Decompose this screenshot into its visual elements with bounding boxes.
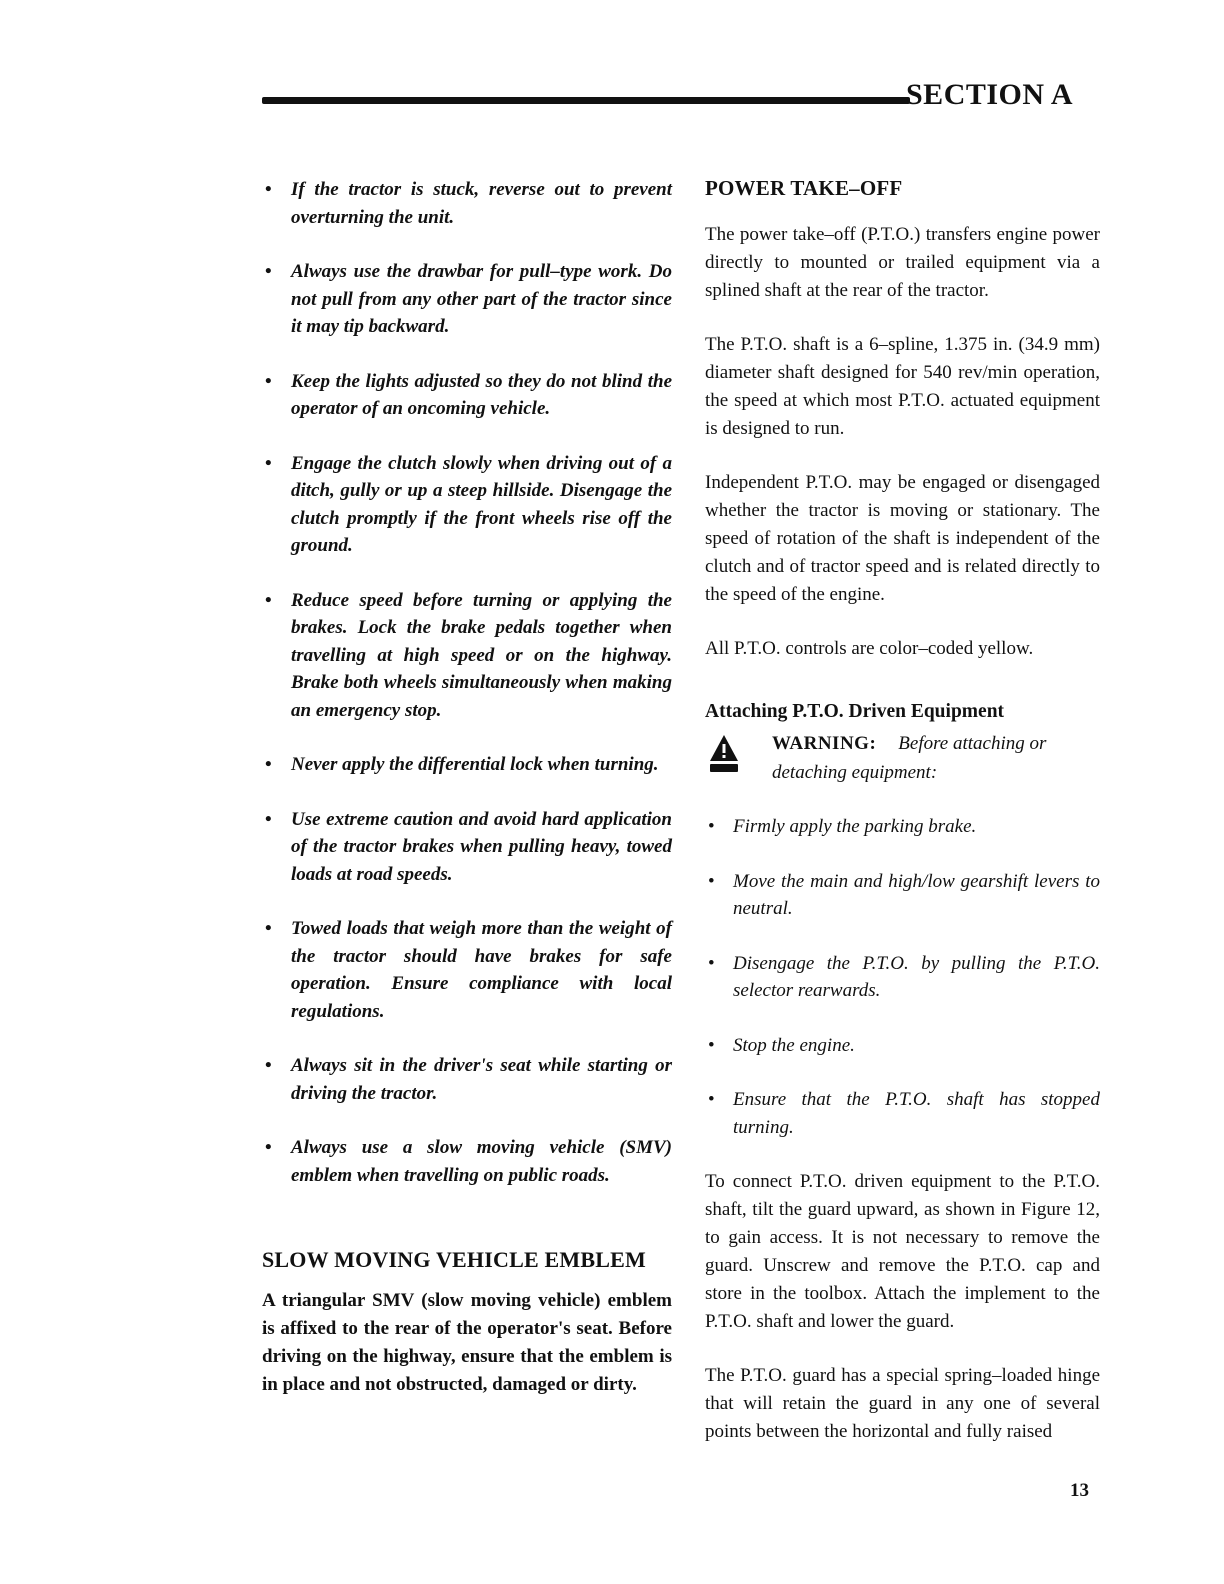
list-item-text: Towed loads that weigh more than the weight of the tractor should have brakes for safe operation. Ensure compliance with local regulations.	[291, 918, 672, 1022]
connect-paragraph: To connect P.T.O. driven equipment to the P.T.O. shaft, tilt the guard upward, as shown in Figure 12, to gain access. It is not necessary to remove the guard. Unscrew and remove the P.T.O. cap and store in the toolbox. Attach the implement to the P.T.O. shaft and lower the guard.	[705, 1171, 1100, 1332]
list-item-text: Always use a slow moving vehicle (SMV) emblem when travelling on public roads.	[291, 1137, 672, 1186]
paragraph: Independent P.T.O. may be engaged or disengaged whether the tractor is moving or stationary. The speed of rotation of the shaft is independent of the clutch and of tractor speed and is related directly to the speed of the engine.	[705, 472, 1100, 605]
warning-block	[705, 729, 1100, 787]
list-item-text: Engage the clutch slowly when driving out of a ditch, gully or up a steep hillside. Disengage the clutch promptly if the front wheels rise off the ground.	[291, 452, 672, 556]
list-item: • Always use the drawbar for pull–type work. Do not pull from any other part of the tractor since it may tip backward.	[265, 261, 672, 337]
list-item: • Always sit in the driver's seat while starting or driving the tractor.	[265, 1055, 672, 1104]
smv-heading: SLOW MOVING VEHICLE EMBLEM	[262, 1247, 646, 1272]
paragraph: The power take–off (P.T.O.) transfers engine power directly to mounted or trailed equipment via a splined shaft at the rear of the tractor.	[705, 224, 1100, 301]
list-item: • Use extreme caution and avoid hard application of the tractor brakes when pulling heavy, towed loads at road speeds.	[265, 808, 672, 885]
paragraph: All P.T.O. controls are color–coded yellow.	[705, 638, 1034, 659]
list-item-text: Move the main and high/low gearshift levers to neutral.	[733, 870, 1100, 919]
list-item: • Ensure that the P.T.O. shaft has stopped turning.	[708, 1089, 1100, 1138]
list-item-text: Ensure that the P.T.O. shaft has stopped turning.	[733, 1089, 1100, 1138]
pto-steps-list	[705, 813, 1100, 1141]
list-item: • Engage the clutch slowly when driving out of a ditch, gully or up a steep hillside. Disengage the clutch promptly if the front wheels rise off the ground.	[265, 452, 672, 556]
list-item-text: Always sit in the driver's seat while starting or driving the tractor.	[291, 1055, 672, 1104]
list-item-text: Always use the drawbar for pull–type work. Do not pull from any other part of the tractor since it may tip backward.	[291, 261, 672, 337]
list-item: • Always use a slow moving vehicle (SMV) emblem when travelling on public roads.	[265, 1137, 672, 1186]
warning-text: Before attaching or detaching equipment:	[772, 733, 1047, 783]
list-item-text: Disengage the P.T.O. by pulling the P.T.O. selector rearwards.	[733, 952, 1100, 1001]
list-item: • Move the main and high/low gearshift levers to neutral.	[708, 870, 1100, 919]
list-item-text: Keep the lights adjusted so they do not blind the operator of an oncoming vehicle.	[291, 370, 672, 419]
pto-heading: POWER TAKE–OFF	[705, 176, 903, 200]
list-item-text: Stop the engine.	[733, 1034, 855, 1056]
list-item-text: Use extreme caution and avoid hard application of the tractor brakes when pulling heavy, towed loads at road speeds.	[291, 808, 672, 885]
list-item: • Keep the lights adjusted so they do not blind the operator of an oncoming vehicle.	[265, 370, 672, 419]
left-column	[262, 176, 672, 1425]
safety-bullet-list	[262, 176, 672, 1189]
warning-label: WARNING:	[772, 733, 877, 754]
list-item: • Reduce speed before turning or applying the brakes. Lock the brake pedals together when travelling at high speed or on the highway. Brake both wheels simultaneously when making an emergency stop.	[265, 589, 672, 721]
guard-paragraph: The P.T.O. guard has a special spring–loaded hinge that will retain the guard in any one of several points between the horizontal and fully raised	[705, 1365, 1100, 1442]
list-item: • Firmly apply the parking brake.	[708, 816, 977, 837]
list-item: • Disengage the P.T.O. by pulling the P.T.O. selector rearwards.	[708, 952, 1100, 1001]
list-item: • Stop the engine.	[708, 1034, 855, 1056]
warning-triangle-icon	[709, 733, 739, 773]
list-item-text: Never apply the differential lock when turning.	[291, 754, 659, 775]
right-column	[705, 176, 1100, 1472]
paragraph: The P.T.O. shaft is a 6–spline, 1.375 in. (34.9 mm) diameter shaft designed for 540 rev/min operation, the speed at which most P.T.O. actuated equipment is designed to run.	[705, 334, 1100, 439]
list-item: • If the tractor is stuck, reverse out to prevent overturning the unit.	[265, 179, 672, 228]
list-item: • Towed loads that weigh more than the weight of the tractor should have brakes for safe operation. Ensure compliance with local regulations.	[265, 918, 672, 1022]
list-item-text: Reduce speed before turning or applying the brakes. Lock the brake pedals together when travelling at high speed or on the highway. Brake both wheels simultaneously when making an emergency stop.	[291, 589, 672, 721]
list-item-text: Firmly apply the parking brake.	[733, 816, 977, 837]
list-item: • Never apply the differential lock when turning.	[265, 754, 659, 775]
list-item-text: If the tractor is stuck, reverse out to prevent overturning the unit.	[291, 179, 672, 228]
section-title: SECTION A	[906, 78, 1074, 111]
header-rule	[262, 97, 910, 104]
page-number: 13	[1070, 1480, 1089, 1501]
smv-paragraph: A triangular SMV (slow moving vehicle) emblem is affixed to the rear of the operator's seat. Before driving on the highway, ensure that the emblem is in place and not obstructed, damaged or dirty.	[262, 1290, 672, 1395]
attaching-subheading: Attaching P.T.O. Driven Equipment	[705, 701, 1005, 722]
